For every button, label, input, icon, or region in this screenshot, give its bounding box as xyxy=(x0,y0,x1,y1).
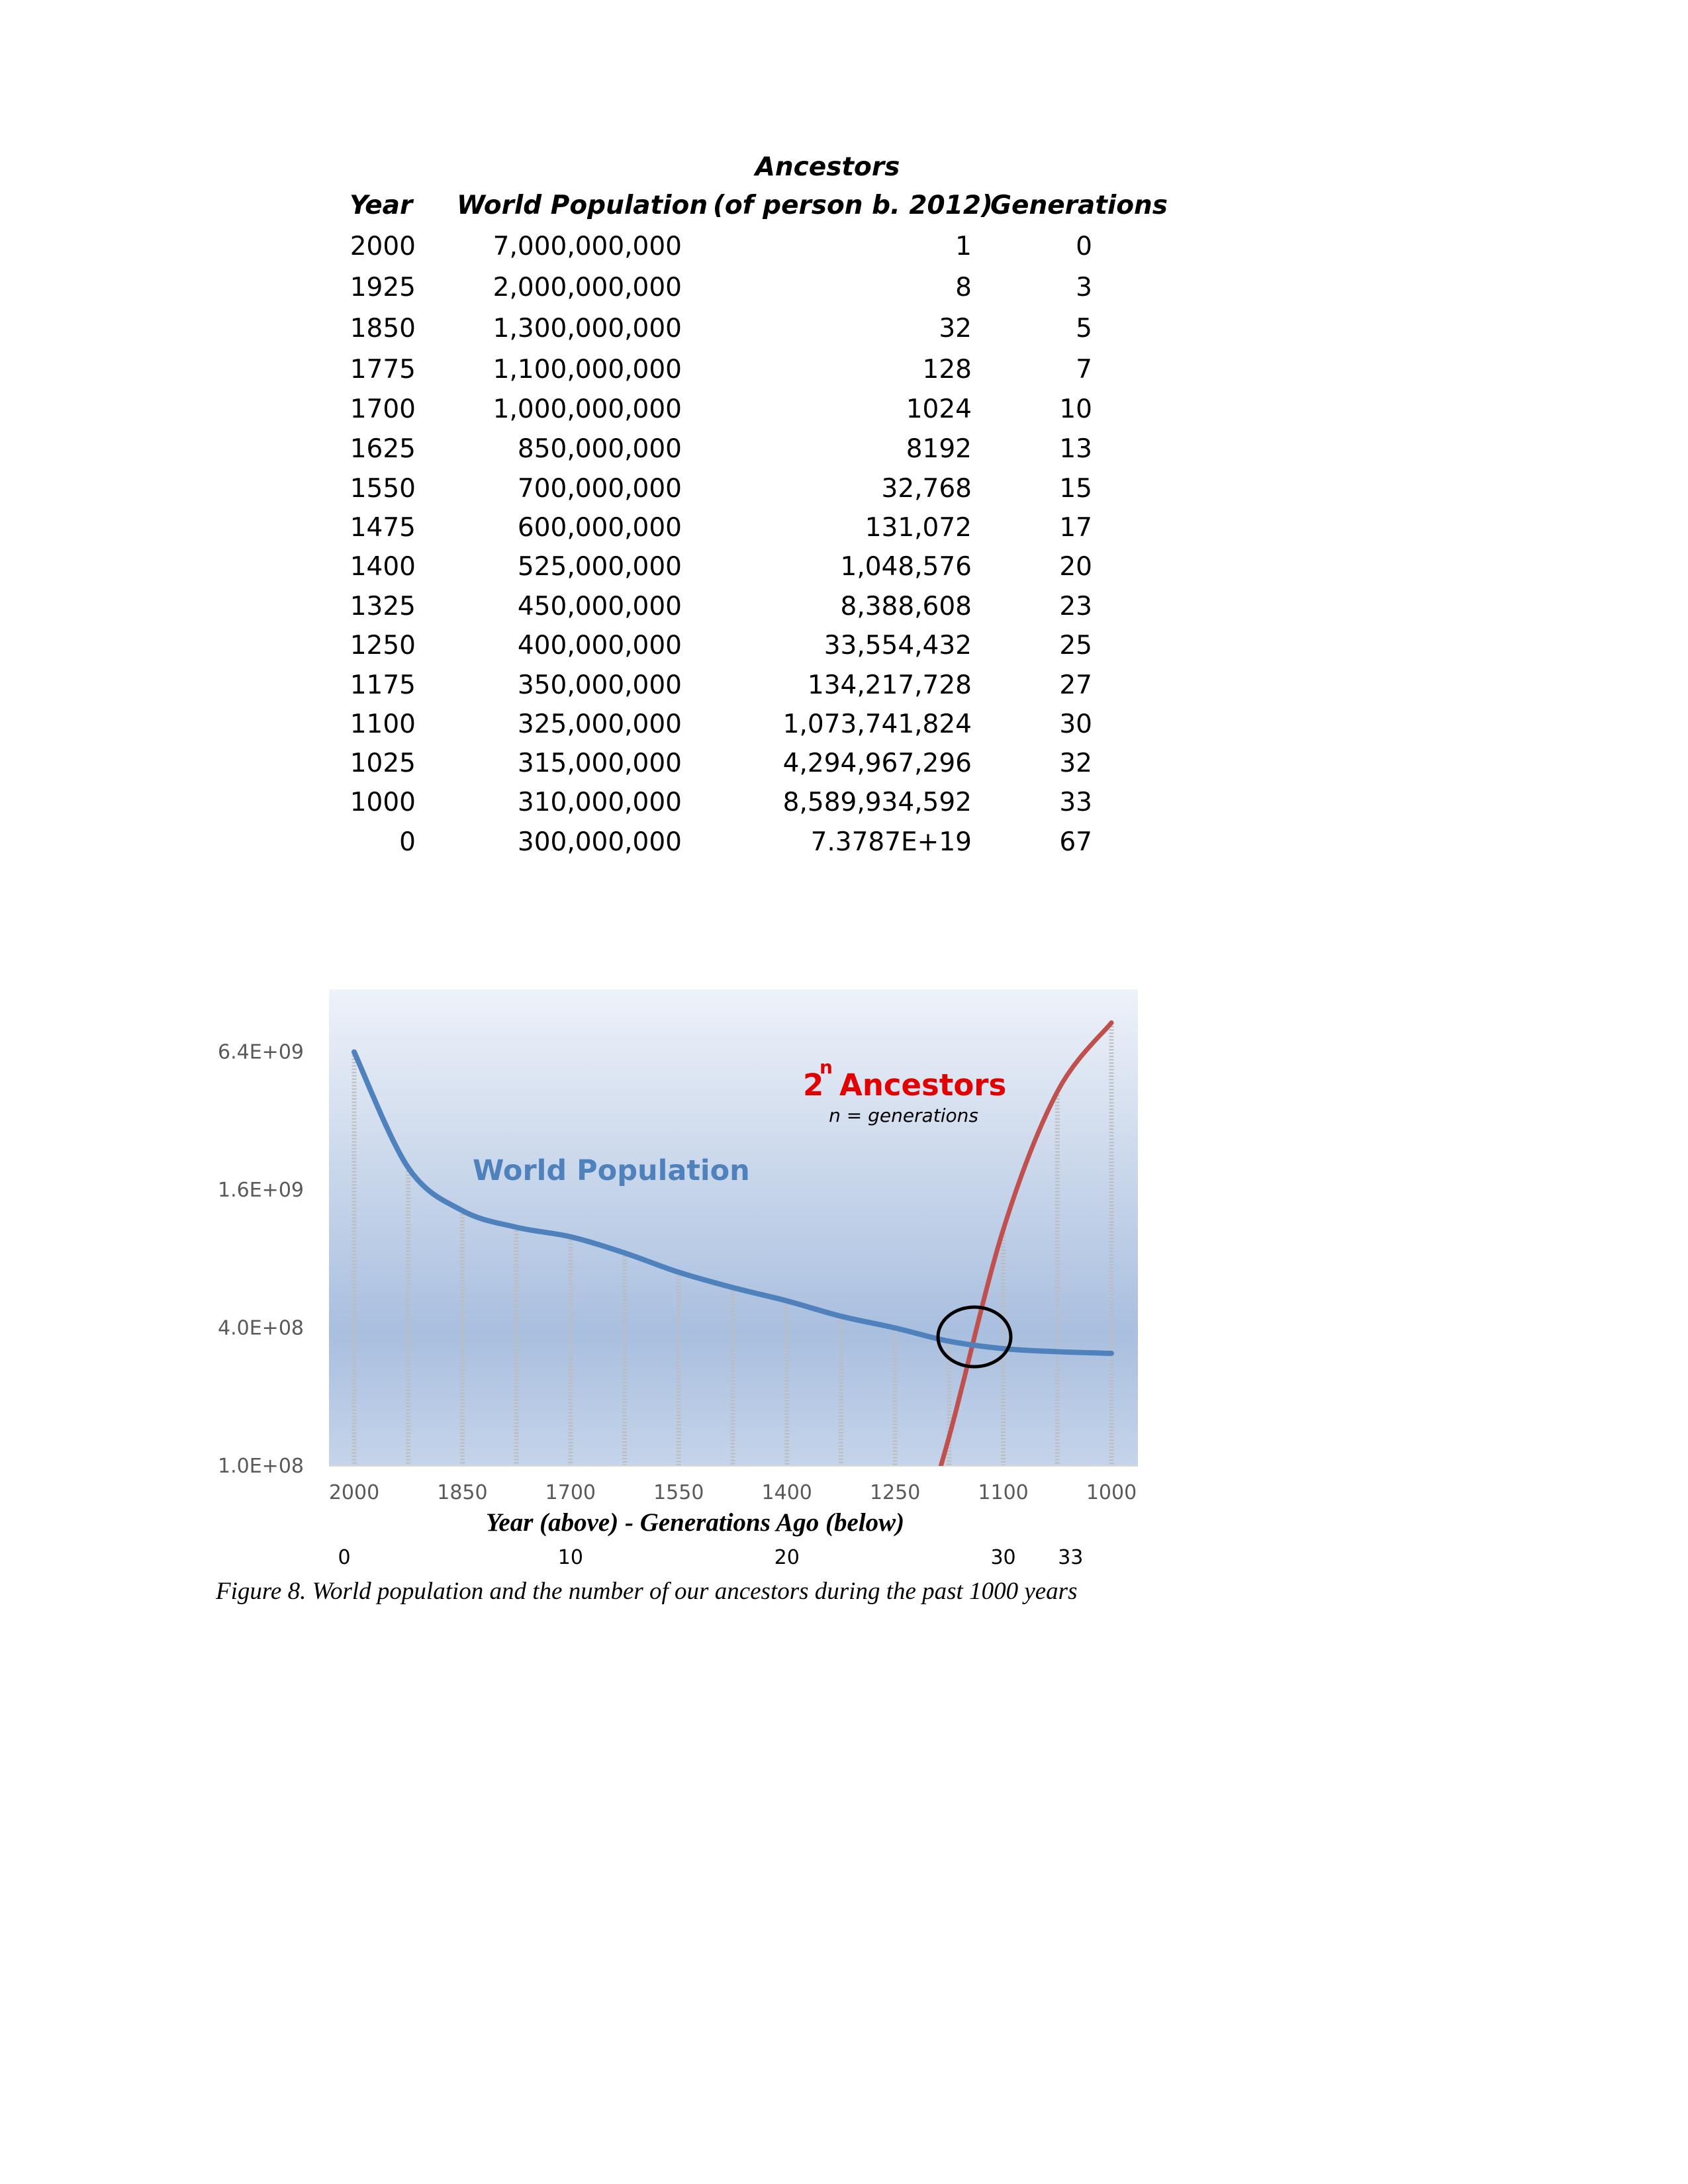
generation-label: 30 xyxy=(990,1546,1016,1569)
table-cell-generations: 10 xyxy=(1059,394,1092,424)
table-cell-ancestors: 1 xyxy=(955,232,972,261)
y-tick-label: 1.0E+08 xyxy=(218,1455,304,1478)
x-tick-label: 1100 xyxy=(978,1481,1029,1504)
table-cell-ancestors: 131,072 xyxy=(865,513,972,543)
table-cell-year: 1250 xyxy=(350,631,416,660)
table-cell-year: 1025 xyxy=(350,749,416,778)
table-cell-population: 400,000,000 xyxy=(517,631,682,660)
y-axis xyxy=(218,1041,304,1478)
table-cell-generations: 32 xyxy=(1059,749,1092,778)
table-cell-year: 1000 xyxy=(350,788,416,817)
table-cell-ancestors: 4,294,967,296 xyxy=(782,749,972,778)
table-cell-population: 7,000,000,000 xyxy=(492,232,682,261)
table-cell-population: 850,000,000 xyxy=(517,434,682,464)
table-cell-ancestors: 8,388,608 xyxy=(840,592,972,621)
table-cell-year: 2000 xyxy=(350,232,416,261)
table-cell-population: 525,000,000 xyxy=(517,552,682,582)
table-cell-population: 310,000,000 xyxy=(517,788,682,817)
generation-label: 0 xyxy=(338,1546,351,1569)
header-generations: Generations xyxy=(990,191,1168,220)
table-cell-generations: 20 xyxy=(1059,552,1092,582)
x-axis-title: Year (above) - Generations Ago (below) xyxy=(485,1508,905,1537)
header-world-population: World Population xyxy=(457,191,708,220)
population-series-label: World Population xyxy=(473,1154,750,1187)
header-ancestors: Ancestors xyxy=(755,152,900,182)
table-cell-population: 1,300,000,000 xyxy=(492,314,682,343)
table-cell-ancestors: 128 xyxy=(922,355,972,385)
table-cell-ancestors: 8,589,934,592 xyxy=(782,788,972,817)
table-cell-year: 1775 xyxy=(350,355,416,385)
table-cell-year: 1100 xyxy=(350,709,416,739)
ancestors-base: 2 xyxy=(803,1068,824,1103)
x-tick-label: 2000 xyxy=(328,1481,380,1504)
table-cell-ancestors: 1,073,741,824 xyxy=(782,709,972,739)
table-cell-generations: 0 xyxy=(1076,232,1092,261)
table-cell-generations: 23 xyxy=(1059,592,1092,621)
table-cell-year: 1925 xyxy=(350,273,416,302)
table-cell-population: 1,000,000,000 xyxy=(492,394,682,424)
table-cell-generations: 67 xyxy=(1059,827,1092,857)
y-tick-label: 6.4E+09 xyxy=(218,1040,304,1064)
table-cell-year: 1475 xyxy=(350,513,416,543)
table-cell-generations: 25 xyxy=(1059,631,1092,660)
y-tick-label: 1.6E+09 xyxy=(218,1179,304,1203)
table-cell-year: 1400 xyxy=(350,552,416,582)
table-cell-ancestors: 32 xyxy=(939,314,972,343)
table-cell-population: 600,000,000 xyxy=(517,513,682,543)
table-cell-ancestors: 134,217,728 xyxy=(807,670,972,700)
x-tick-label: 1000 xyxy=(1086,1481,1137,1504)
table-cell-population: 325,000,000 xyxy=(517,709,682,739)
table-cell-generations: 17 xyxy=(1059,513,1092,543)
y-tick-label: 4.0E+08 xyxy=(218,1316,304,1340)
table-cell-year: 1325 xyxy=(350,592,416,621)
table-cell-population: 450,000,000 xyxy=(517,592,682,621)
table-cell-population: 350,000,000 xyxy=(517,670,682,700)
table-cell-ancestors: 1,048,576 xyxy=(840,552,972,582)
table-cell-year: 1175 xyxy=(350,670,416,700)
header-year: Year xyxy=(350,191,413,220)
ancestors-series-label: Ancestors xyxy=(839,1068,1007,1103)
generation-label: 10 xyxy=(557,1546,583,1569)
table-cell-population: 1,100,000,000 xyxy=(492,355,682,385)
table-cell-generations: 33 xyxy=(1059,788,1092,817)
ancestors-exponent: n xyxy=(820,1056,833,1078)
table-cell-generations: 30 xyxy=(1059,709,1092,739)
x-tick-label: 1850 xyxy=(437,1481,488,1504)
ancestors-note: n = generations xyxy=(829,1105,978,1126)
x-tick-label: 1400 xyxy=(761,1481,812,1504)
table-cell-population: 700,000,000 xyxy=(517,474,682,504)
table-cell-year: 1850 xyxy=(350,314,416,343)
table-cell-generations: 5 xyxy=(1076,314,1092,343)
table-cell-year: 1700 xyxy=(350,394,416,424)
table-cell-generations: 7 xyxy=(1076,355,1092,385)
table-cell-generations: 27 xyxy=(1059,670,1092,700)
table-cell-population: 300,000,000 xyxy=(517,827,682,857)
table-cell-generations: 15 xyxy=(1059,474,1092,504)
table-cell-ancestors: 32,768 xyxy=(881,474,972,504)
table-cell-year: 1550 xyxy=(350,474,416,504)
table-cell-population: 2,000,000,000 xyxy=(492,273,682,302)
table-cell-generations: 13 xyxy=(1059,434,1092,464)
table-cell-ancestors: 1024 xyxy=(906,394,972,424)
table-cell-ancestors: 7.3787E+19 xyxy=(810,827,972,857)
table-cell-ancestors: 8 xyxy=(955,273,972,302)
generation-label: 33 xyxy=(1058,1546,1084,1569)
table-cell-ancestors: 8192 xyxy=(906,434,972,464)
table-cell-year: 1625 xyxy=(350,434,416,464)
table-cell-generations: 3 xyxy=(1076,273,1092,302)
table-cell-year: 0 xyxy=(399,827,416,857)
figure-caption: Figure 8. World population and the number of our ancestors during the past 1000 years xyxy=(216,1578,1078,1605)
x-tick-label: 1700 xyxy=(545,1481,596,1504)
header-ancestors-sub: (of person b. 2012) xyxy=(713,191,993,220)
generation-label: 20 xyxy=(774,1546,800,1569)
x-axis xyxy=(329,1466,1138,1504)
table-cell-ancestors: 33,554,432 xyxy=(823,631,972,660)
x-tick-label: 1550 xyxy=(653,1481,704,1504)
x-tick-label: 1250 xyxy=(869,1481,921,1504)
table-cell-population: 315,000,000 xyxy=(517,749,682,778)
